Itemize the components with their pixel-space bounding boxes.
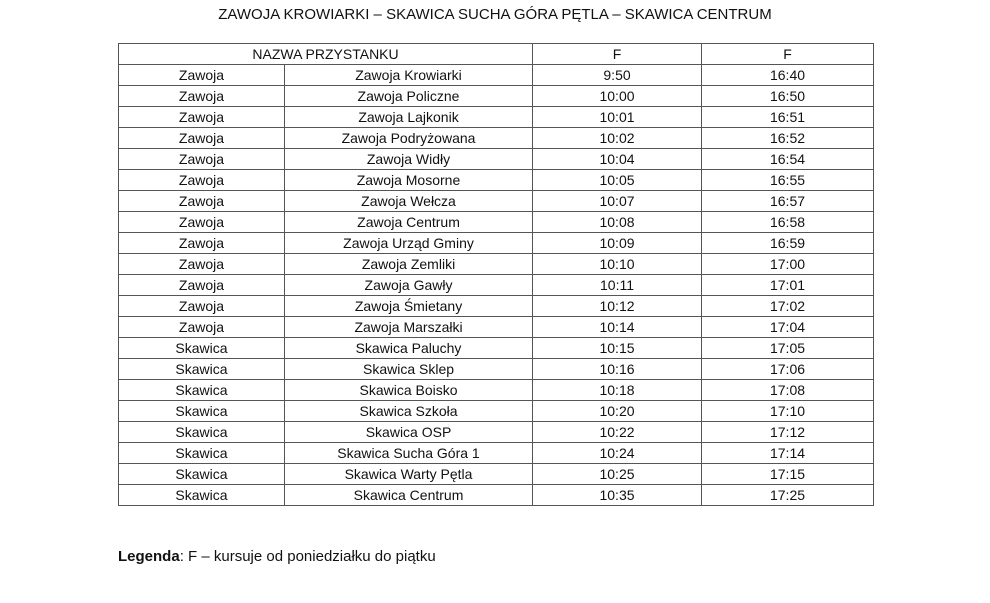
cell-area: Skawica: [119, 422, 285, 443]
cell-time-1: 10:10: [533, 254, 702, 275]
cell-stop-name: Zawoja Mosorne: [285, 170, 533, 191]
cell-stop-name: Skawica Boisko: [285, 380, 533, 401]
cell-time-2: 17:01: [702, 275, 874, 296]
page-title: ZAWOJA KROWIARKI – SKAWICA SUCHA GÓRA PĘTLA – SKAWICA CENTRUM: [218, 6, 772, 23]
cell-time-2: 17:10: [702, 401, 874, 422]
cell-area: Zawoja: [119, 296, 285, 317]
cell-stop-name: Zawoja Lajkonik: [285, 107, 533, 128]
cell-area: Skawica: [119, 485, 285, 506]
cell-area: Zawoja: [119, 254, 285, 275]
cell-time-2: 17:00: [702, 254, 874, 275]
cell-time-2: 16:50: [702, 86, 874, 107]
cell-time-1: 10:24: [533, 443, 702, 464]
cell-stop-name: Skawica Paluchy: [285, 338, 533, 359]
table-row: [119, 317, 874, 338]
cell-time-2: 16:59: [702, 233, 874, 254]
table-row: [119, 380, 874, 401]
cell-stop-name: Skawica Warty Pętla: [285, 464, 533, 485]
cell-time-2: 17:15: [702, 464, 874, 485]
table-row: [119, 464, 874, 485]
cell-area: Zawoja: [119, 107, 285, 128]
header-course-2: F: [702, 44, 874, 65]
cell-stop-name: Skawica Szkoła: [285, 401, 533, 422]
cell-stop-name: Zawoja Centrum: [285, 212, 533, 233]
cell-time-2: 16:51: [702, 107, 874, 128]
table-body: [119, 65, 874, 506]
cell-area: Zawoja: [119, 86, 285, 107]
cell-area: Skawica: [119, 464, 285, 485]
legend-label: Legenda: [118, 548, 180, 565]
cell-time-1: 10:22: [533, 422, 702, 443]
cell-time-2: 17:25: [702, 485, 874, 506]
cell-time-2: 17:04: [702, 317, 874, 338]
table-row: [119, 233, 874, 254]
table-row: [119, 170, 874, 191]
cell-time-1: 10:14: [533, 317, 702, 338]
cell-stop-name: Skawica Centrum: [285, 485, 533, 506]
table-row: [119, 275, 874, 296]
table-row: [119, 254, 874, 275]
cell-time-1: 10:09: [533, 233, 702, 254]
cell-stop-name: Zawoja Policzne: [285, 86, 533, 107]
cell-time-1: 10:07: [533, 191, 702, 212]
cell-time-1: 10:25: [533, 464, 702, 485]
cell-time-1: 10:05: [533, 170, 702, 191]
cell-area: Zawoja: [119, 128, 285, 149]
cell-time-1: 10:16: [533, 359, 702, 380]
cell-stop-name: Zawoja Widły: [285, 149, 533, 170]
table-row: [119, 86, 874, 107]
cell-area: Zawoja: [119, 191, 285, 212]
cell-time-1: 10:15: [533, 338, 702, 359]
table-row: [119, 338, 874, 359]
cell-area: Zawoja: [119, 65, 285, 86]
cell-time-2: 17:02: [702, 296, 874, 317]
cell-time-1: 10:11: [533, 275, 702, 296]
cell-stop-name: Zawoja Podryżowana: [285, 128, 533, 149]
table-header-row: [119, 44, 874, 65]
cell-time-2: 16:55: [702, 170, 874, 191]
header-course-1: F: [533, 44, 702, 65]
cell-area: Skawica: [119, 359, 285, 380]
cell-stop-name: Zawoja Krowiarki: [285, 65, 533, 86]
cell-area: Skawica: [119, 338, 285, 359]
table-row: [119, 443, 874, 464]
table-row: [119, 296, 874, 317]
table-row: [119, 128, 874, 149]
cell-stop-name: Zawoja Marszałki: [285, 317, 533, 338]
cell-time-2: 17:06: [702, 359, 874, 380]
cell-time-1: 10:20: [533, 401, 702, 422]
cell-area: Skawica: [119, 443, 285, 464]
header-stop-name: NAZWA PRZYSTANKU: [119, 44, 533, 65]
cell-stop-name: Skawica OSP: [285, 422, 533, 443]
cell-stop-name: Skawica Sucha Góra 1: [285, 443, 533, 464]
cell-time-2: 16:52: [702, 128, 874, 149]
table-row: [119, 401, 874, 422]
cell-time-1: 10:08: [533, 212, 702, 233]
table-row: [119, 149, 874, 170]
cell-area: Zawoja: [119, 170, 285, 191]
cell-area: Zawoja: [119, 233, 285, 254]
cell-area: Zawoja: [119, 212, 285, 233]
table-row: [119, 65, 874, 86]
timetable: [118, 43, 874, 506]
legend-text: : F – kursuje od poniedziałku do piątku: [179, 548, 436, 565]
cell-time-2: 16:57: [702, 191, 874, 212]
cell-stop-name: Zawoja Zemliki: [285, 254, 533, 275]
cell-stop-name: Zawoja Wełcza: [285, 191, 533, 212]
cell-time-1: 9:50: [533, 65, 702, 86]
cell-area: Skawica: [119, 401, 285, 422]
cell-time-2: 16:58: [702, 212, 874, 233]
cell-area: Skawica: [119, 380, 285, 401]
legend: [118, 548, 436, 565]
table-row: [119, 422, 874, 443]
cell-time-1: 10:01: [533, 107, 702, 128]
cell-time-2: 16:54: [702, 149, 874, 170]
cell-time-1: 10:00: [533, 86, 702, 107]
cell-time-2: 16:40: [702, 65, 874, 86]
cell-time-2: 17:08: [702, 380, 874, 401]
table-row: [119, 107, 874, 128]
cell-stop-name: Zawoja Urząd Gminy: [285, 233, 533, 254]
cell-stop-name: Zawoja Śmietany: [285, 296, 533, 317]
cell-time-2: 17:12: [702, 422, 874, 443]
table-row: [119, 359, 874, 380]
cell-time-2: 17:05: [702, 338, 874, 359]
cell-area: Zawoja: [119, 275, 285, 296]
cell-stop-name: Zawoja Gawły: [285, 275, 533, 296]
cell-time-1: 10:04: [533, 149, 702, 170]
cell-time-1: 10:18: [533, 380, 702, 401]
cell-stop-name: Skawica Sklep: [285, 359, 533, 380]
cell-time-1: 10:02: [533, 128, 702, 149]
cell-time-1: 10:12: [533, 296, 702, 317]
table-row: [119, 485, 874, 506]
table-row: [119, 191, 874, 212]
cell-area: Zawoja: [119, 317, 285, 338]
table-row: [119, 212, 874, 233]
cell-area: Zawoja: [119, 149, 285, 170]
cell-time-1: 10:35: [533, 485, 702, 506]
cell-time-2: 17:14: [702, 443, 874, 464]
